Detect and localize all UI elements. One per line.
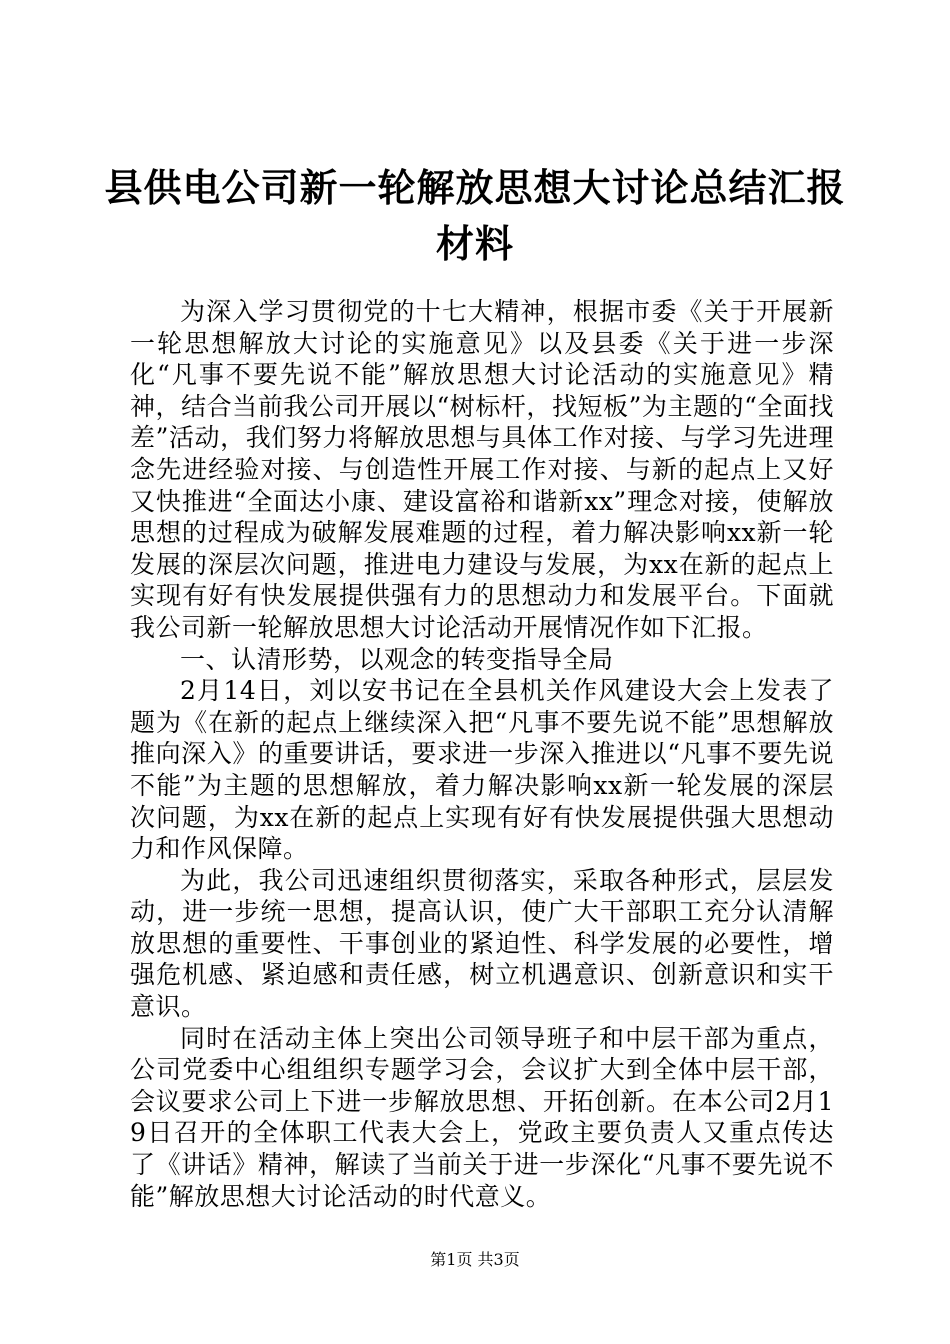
section-heading-1: 一、认清形势，以观念的转变指导全局 xyxy=(180,644,614,674)
document-body xyxy=(130,296,834,1212)
document-title: 县供电公司新一轮解放思想大讨论总结汇报材料 xyxy=(104,166,846,266)
paragraph-intro: 为深入学习贯彻党的十七大精神，根据市委《关于开展新一轮思想解放大讨论的实施意见》以及县委《关于进一步深化“凡事不要先说不能”解放思想大讨论活动的实施意见》精神，结合当前我公司开展以“树标杆，找短板”为主题的“全面找差”活动，我们努力将解放思想与具体工作对接、与学习先进理念先进经验对接、与创造性开展工作对接、与新的起点上又好又快推进“全面达小康、建设富裕和谐新xx”理念对接，使解放思想的过程成为破解发展难题的过程，着力解决影响xx新一轮发展的深层次问题，推进电力建设与发展，为xx在新的起点上实现有好有快发展提供强有力的思想动力和发展平台。下面就我公司新一轮解放思想大讨论活动开展情况作如下汇报。 xyxy=(130,297,834,642)
page-footer: 第1页 共3页 xyxy=(430,1250,520,1269)
paragraph-speech: 2月14日，刘以安书记在全县机关作风建设大会上发表了题为《在新的起点上继续深入把“凡事不要先说不能”思想解放推向深入》的重要讲话，要求进一步深入推进以“凡事不要先说不能”为主题的思想解放，着力解决影响xx新一轮发展的深层次问题，为xx在新的起点上实现有好有快发展提供强大思想动力和作风保障。 xyxy=(130,676,834,864)
paragraph-implementation: 为此，我公司迅速组织贯彻落实，采取各种形式，层层发动，进一步统一思想，提高认识，使广大干部职工充分认清解放思想的重要性、干事创业的紧迫性、科学发展的必要性，增强危机感、紧迫感和责任感，树立机遇意识、创新意识和实干意识。 xyxy=(130,865,834,1022)
paragraph-leadership: 同时在活动主体上突出公司领导班子和中层干部为重点，公司党委中心组组织专题学习会，会议扩大到全体中层干部，会议要求公司上下进一步解放思想、开拓创新。在本公司2月19日召开的全体职工代表大会上，党政主要负责人又重点传达了《讲话》精神，解读了当前关于进一步深化“凡事不要先说不能”解放思想大讨论活动的时代意义。 xyxy=(130,1023,834,1211)
